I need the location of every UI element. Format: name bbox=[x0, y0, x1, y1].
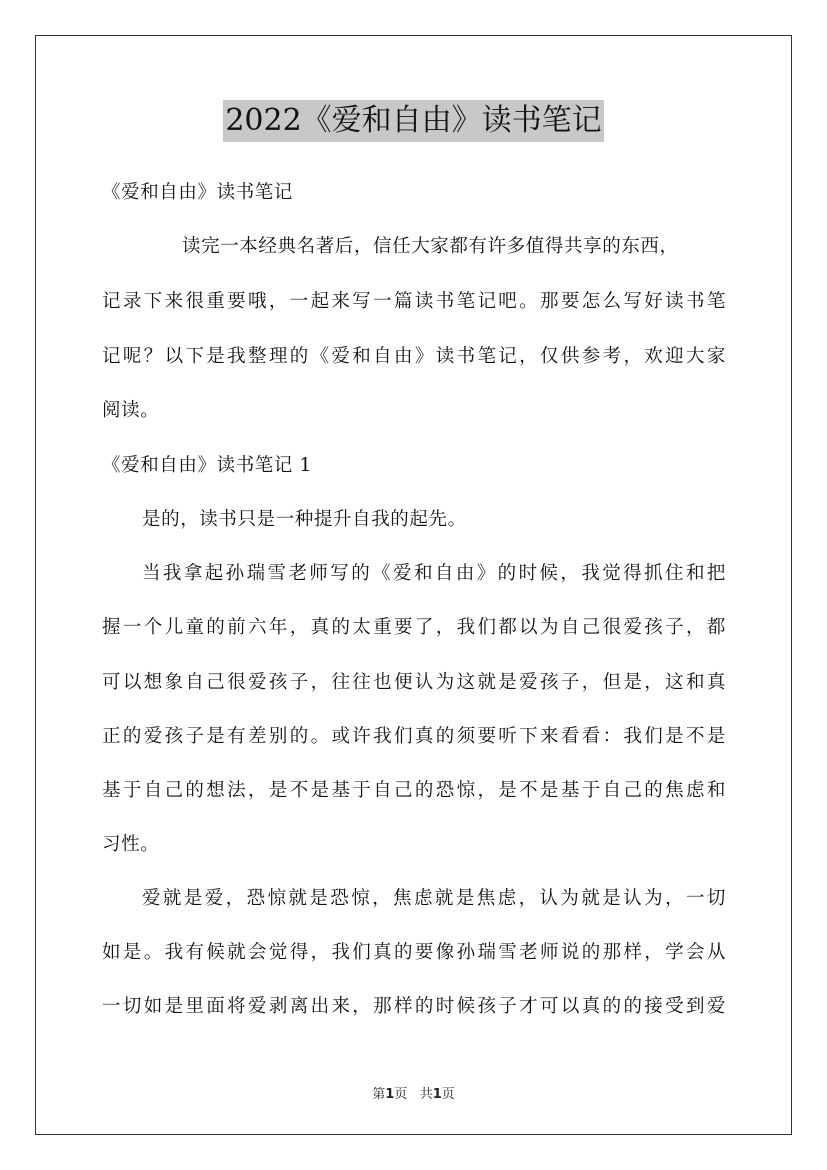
document-title: 2022《爱和自由》读书笔记 bbox=[223, 100, 603, 142]
subheading: 《爱和自由》读书笔记 bbox=[102, 182, 294, 203]
page-number: 1 bbox=[385, 1087, 395, 1102]
page-number-suffix: 页 bbox=[394, 1087, 408, 1102]
paragraph-2-line-3: 可以想象自己很爱孩子，往往也便认为这就是爱孩子，但是，这和真 bbox=[102, 672, 726, 693]
paragraph-1: 是的，读书只是一种提升自我的起先。 bbox=[142, 509, 467, 530]
intro-line-3: 记呢？以下是我整理的《爱和自由》读书笔记，仅供参考，欢迎大家 bbox=[102, 346, 726, 367]
paragraph-2-line-4: 正的爱孩子是有差别的。或许我们真的须要听下来看看：我们是不是 bbox=[102, 726, 726, 747]
paragraph-2-line-2: 握一个儿童的前六年，真的太重要了，我们都以为自己很爱孩子，都 bbox=[102, 617, 726, 638]
paragraph-2-line-1: 当我拿起孙瑞雪老师写的《爱和自由》的时候，我觉得抓住和把 bbox=[142, 563, 726, 584]
intro-line-2: 记录下来很重要哦，一起来写一篇读书笔记吧。那要怎么写好读书笔 bbox=[102, 291, 726, 312]
intro-line-4: 阅读。 bbox=[102, 400, 160, 421]
page-total-prefix: 共 bbox=[419, 1087, 433, 1102]
paragraph-3-line-3: 一切如是里面将爱剥离出来，那样的时候孩子才可以真的的接受到爱 bbox=[102, 996, 726, 1017]
page-number-prefix: 第 bbox=[372, 1087, 386, 1102]
paragraph-3-line-2: 如是。我有候就会觉得，我们真的要像孙瑞雪老师说的那样，学会从 bbox=[102, 942, 726, 963]
title-container bbox=[0, 100, 827, 142]
paragraph-2-line-5: 基于自己的想法，是不是基于自己的恐惊，是不是基于自己的焦虑和 bbox=[102, 780, 726, 801]
page-total: 1 bbox=[432, 1087, 442, 1102]
paragraph-2-line-6: 习性。 bbox=[102, 834, 160, 855]
paragraph-3-line-1: 爱就是爱，恐惊就是恐惊，焦虑就是焦虑，认为就是认为，一切 bbox=[142, 888, 726, 909]
intro-line-1: 读完一本经典名著后，信任大家都有许多值得共享的东西， bbox=[182, 236, 679, 257]
page-total-suffix: 页 bbox=[441, 1087, 455, 1102]
page-footer bbox=[0, 1083, 827, 1102]
section-heading: 《爱和自由》读书笔记 1 bbox=[102, 455, 312, 476]
